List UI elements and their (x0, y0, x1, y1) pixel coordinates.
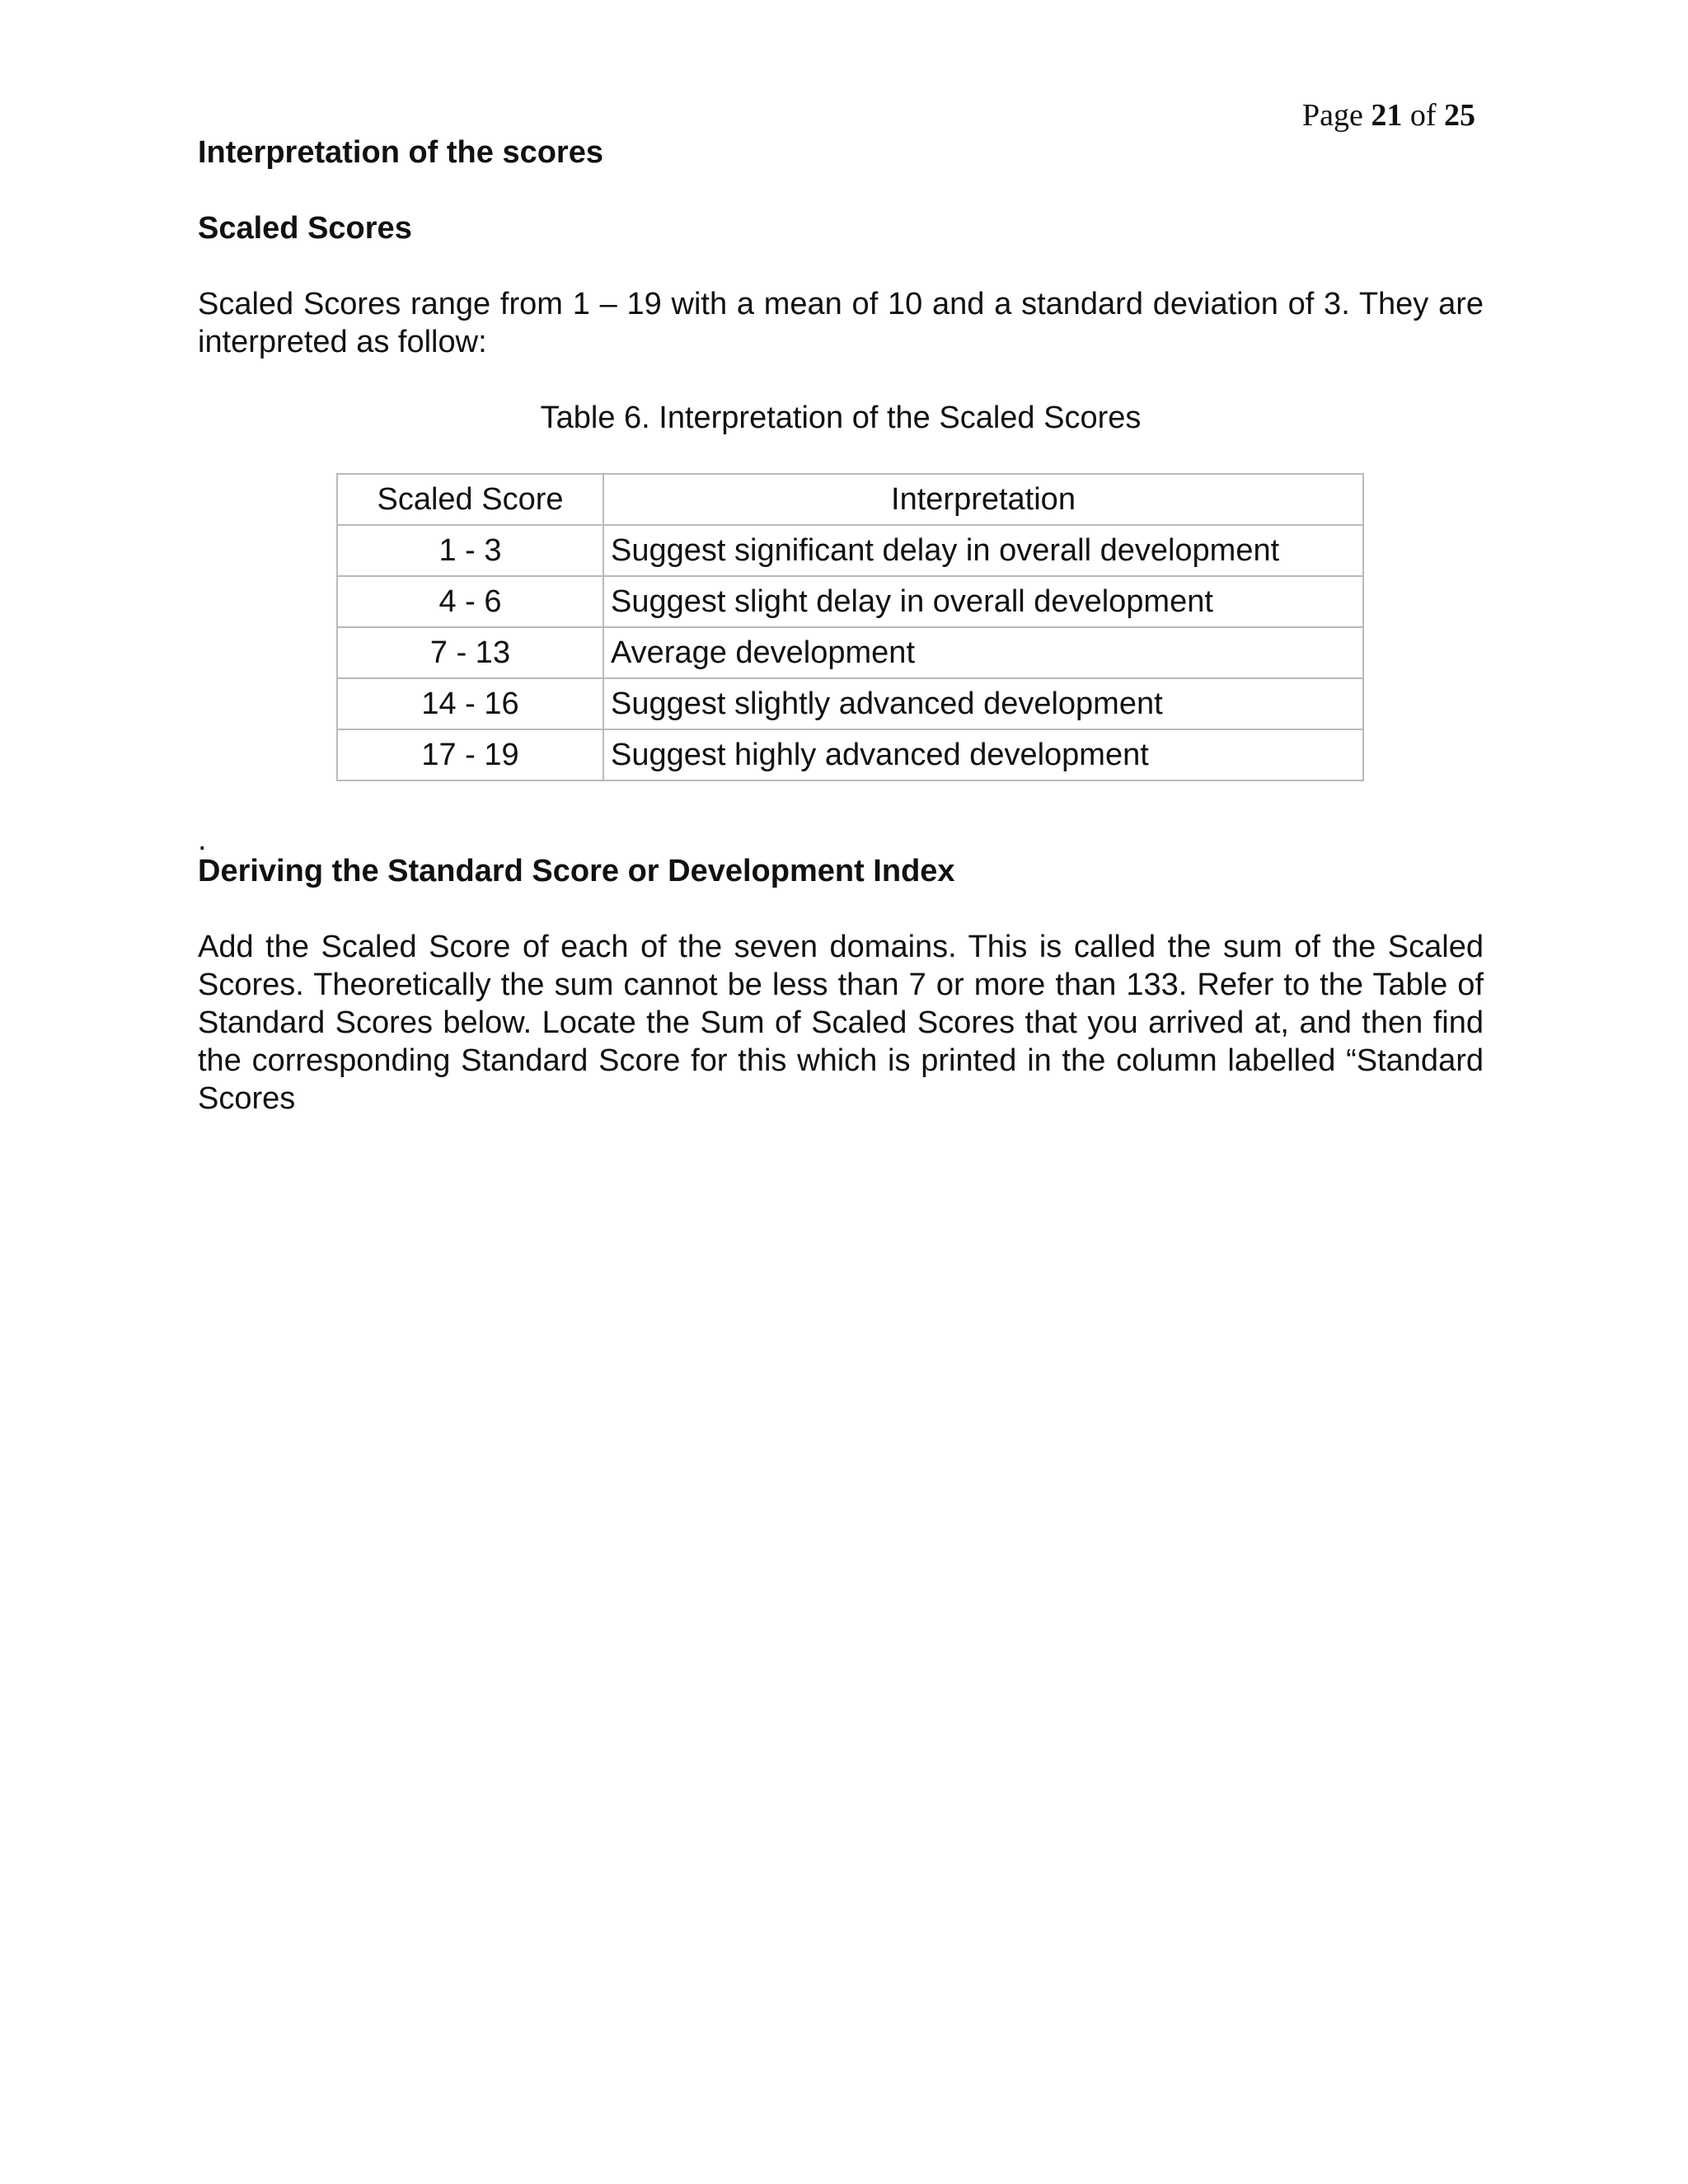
table-header-row (337, 474, 1363, 525)
intro-paragraph: Scaled Scores range from 1 – 19 with a mean of 10 and a standard deviation of 3. They are interpreted as follow: (198, 287, 1484, 359)
column-header-scaled-score: Scaled Score (337, 474, 603, 525)
cell-interpretation: Suggest slightly advanced development (603, 678, 1363, 729)
stray-period: . (198, 823, 207, 857)
table-caption: Table 6. Interpretation of the Scaled Scores (540, 401, 1142, 435)
table-row (337, 627, 1363, 678)
cell-interpretation: Suggest highly advanced development (603, 729, 1363, 780)
cell-interpretation: Suggest slight delay in overall development (603, 576, 1363, 627)
cell-scaled-score: 4 - 6 (337, 576, 603, 627)
table-row (337, 576, 1363, 627)
section-heading-interpretation: Interpretation of the scores (198, 135, 603, 170)
interpretation-table (336, 473, 1364, 781)
page-content (198, 134, 1484, 1118)
table-row (337, 678, 1363, 729)
subsection-heading-scaled-scores: Scaled Scores (198, 211, 412, 246)
cell-interpretation: Suggest significant delay in overall development (603, 525, 1363, 576)
table-row (337, 729, 1363, 780)
page-number (1302, 97, 1475, 134)
page-number-prefix: Page (1301, 98, 1363, 133)
page-number-total: 25 (1444, 98, 1475, 133)
cell-scaled-score: 17 - 19 (337, 729, 603, 780)
deriving-paragraph: Add the Scaled Score of each of the seven domains. This is called the sum of the Scaled Scores. Theoretically the sum cannot be less than 7 or more than 133. Refer to the Table of Standard Scores below. Locate the Sum of Scaled Scores that you arrived at, and then find the corresponding Standard Score for this which is printed in the column labelled “Standard Scores (198, 930, 1484, 1116)
page-number-separator: of (1409, 98, 1437, 133)
column-header-interpretation: Interpretation (603, 474, 1363, 525)
cell-interpretation: Average development (603, 627, 1363, 678)
cell-scaled-score: 7 - 13 (337, 627, 603, 678)
table-row (337, 525, 1363, 576)
cell-scaled-score: 1 - 3 (337, 525, 603, 576)
page-number-current: 21 (1371, 98, 1403, 133)
section-heading-deriving: Deriving the Standard Score or Development Index (198, 854, 955, 888)
cell-scaled-score: 14 - 16 (337, 678, 603, 729)
